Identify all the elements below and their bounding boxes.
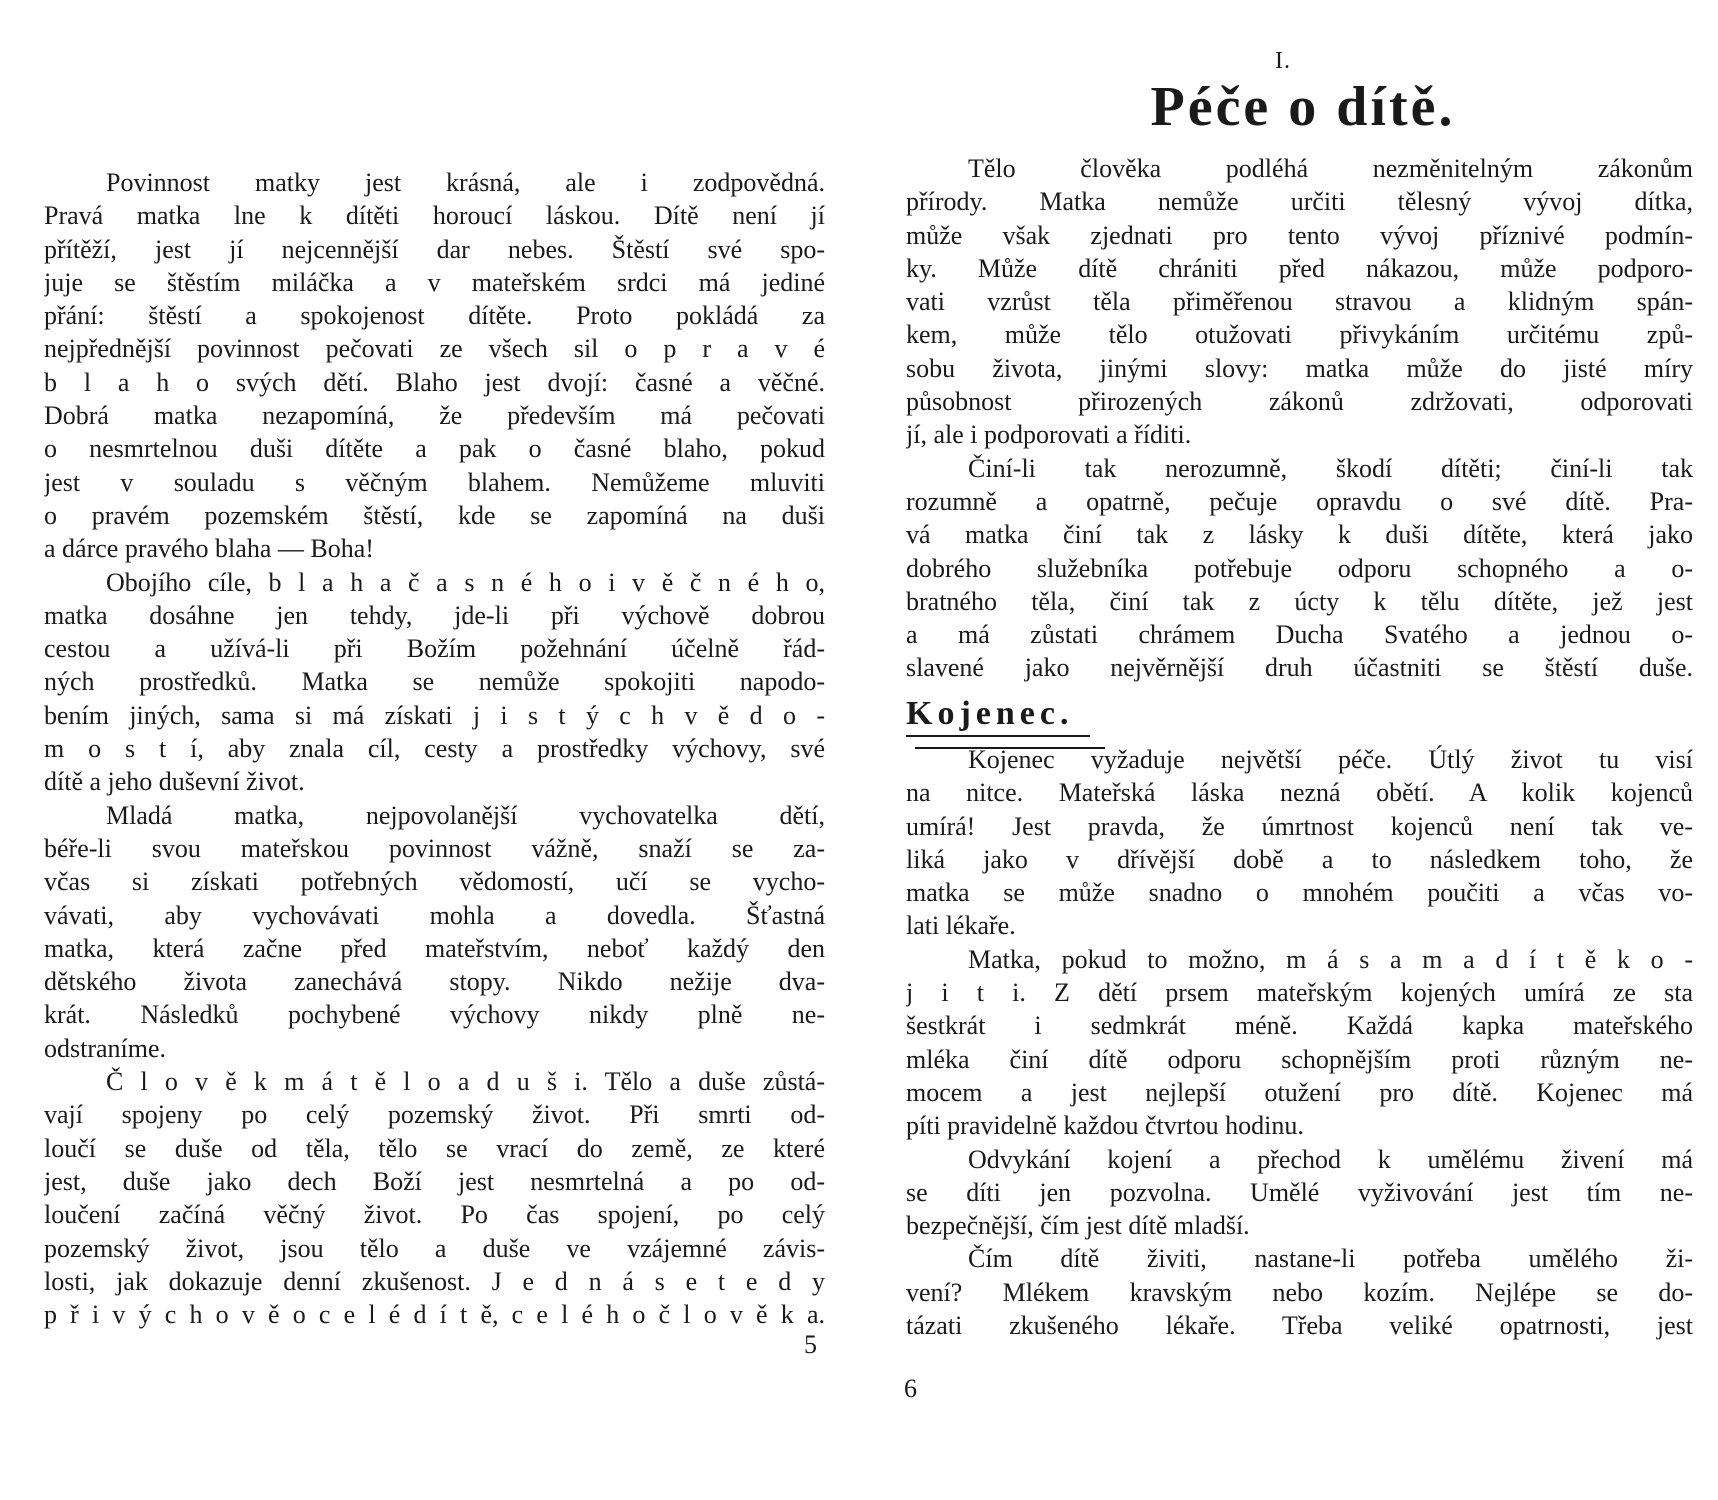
text-line: přání: štěstí a spokojenost dítěte. Proto pokládá za	[44, 301, 825, 331]
text-line: tázati zkušeného lékaře. Třeba veliké opatrnosti, jest	[906, 1311, 1693, 1341]
text-line: Čím dítě živiti, nastane-li potřeba umělého ži-	[968, 1244, 1693, 1274]
text-line: m o s t í, aby znala cíl, cesty a prostředky výchovy, své	[44, 734, 825, 764]
text-line: bezpečnější, čím jest dítě mladší.	[906, 1211, 1250, 1241]
chapter-number: I.	[1275, 48, 1291, 74]
section-heading: Kojenec.	[906, 695, 1074, 732]
right-page	[859, 0, 1718, 1500]
text-line: Odvykání kojení a přechod k umělému živení má	[968, 1144, 1693, 1174]
text-line: cestou a užívá-li při Božím požehnání účelně řád-	[44, 634, 825, 664]
text-line: béře-li svou mateřskou povinnost vážně, snaží se za-	[44, 833, 825, 863]
text-line: loučení začíná věčný život. Po čas spojení, po celý	[44, 1200, 825, 1230]
text-line: Č l o v ě k m á t ě l o a d u š i. Tělo a duše zůstá-	[106, 1067, 825, 1097]
text-line: jí, ale i podporovati a říditi.	[906, 420, 1192, 450]
section-text	[906, 743, 1693, 1342]
page-number: 5	[804, 1330, 817, 1359]
text-line: vají spojeny po celý pozemský život. Při smrti od-	[44, 1100, 825, 1130]
text-line: včas si získati potřebných vědomostí, učí se vycho-	[44, 867, 825, 897]
text-line: loučí se duše od těla, tělo se vrací do země, ze které	[44, 1133, 825, 1163]
text-line: a dárce pravého blaha — Boha!	[44, 534, 374, 564]
text-line: slavené jako nejvěrnější druh účastniti se štěstí duše.	[906, 653, 1693, 683]
text-line: Tělo člověka podléhá nezměnitelným zákonům	[968, 154, 1693, 183]
text-line: jest, duše jako dech Boží jest nesmrtelná a po od-	[44, 1166, 825, 1196]
text-line: může však zjednati pro tento vývoj příznivé podmín-	[906, 220, 1693, 250]
text-line: liká jako v dřívější době a to následkem toho, že	[906, 844, 1693, 874]
text-line: šestkrát i sedmkrát méně. Každá kapka mateřského	[906, 1011, 1693, 1041]
text-line: rozumně a opatrně, pečuje opravdu o své dítě. Pra-	[906, 486, 1693, 516]
text-line: bením jiných, sama si má získati j i s t ý c h v ě d o -	[44, 700, 825, 730]
text-line: Kojenec vyžaduje největší péče. Útlý život tu visí	[968, 745, 1693, 774]
text-line: p ř i v ý c h o v ě o c e l é d í t ě, c e l é h o č l o v ě k a.	[44, 1300, 825, 1330]
text-line: juje se štěstím miláčka a v mateřském srdci má jediné	[44, 267, 825, 297]
text-line: ných prostředků. Matka se nemůže spokojiti napodo-	[44, 667, 825, 697]
text-line: j i t i. Z dětí prsem mateřským kojených umírá ze sta	[906, 978, 1693, 1008]
text-line: dětského života zanechává stopy. Nikdo nežije dva-	[44, 967, 825, 997]
section-underline	[906, 735, 1090, 737]
text-line: pozemský život, jsou tělo a duše ve vzájemné závis-	[44, 1233, 825, 1263]
text-line: Povinnost matky jest krásná, ale i zodpovědná.	[106, 168, 825, 197]
text-line: dítě a jeho duševní život.	[44, 767, 305, 797]
text-line: lati lékaře.	[906, 911, 1016, 941]
text-line: vení? Mlékem kravským nebo kozím. Nejlépe se do-	[906, 1277, 1693, 1307]
text-line: nejpřednější povinnost pečovati ze všech sil o p r a v é	[44, 334, 825, 364]
text-line: krát. Následků pochybené výchovy nikdy plně ne-	[44, 1000, 825, 1030]
text-line: matka, která začne před mateřstvím, neboť každý den	[44, 933, 825, 963]
text-line: mléka činí dítě odporu schopnějším proti různým ne-	[906, 1044, 1693, 1074]
text-line: vá matka činí tak z lásky k duši dítěte, která jako	[906, 520, 1693, 550]
text-line: kem, může tělo otužovati přivykáním určitému způ-	[906, 320, 1693, 350]
text-line: umírá! Jest pravda, že úmrtnost kojenců není tak ve-	[906, 811, 1693, 841]
text-line: o pravém pozemském štěstí, kde se zapomíná na duši	[44, 500, 825, 530]
text-line: matka se může snadno o mnohém poučiti a včas vo-	[906, 878, 1693, 908]
text-line: přírody. Matka nemůže určiti tělesný vývoj dítka,	[906, 187, 1693, 217]
text-line: Obojího cíle, b l a h a č a s n é h o i v ě č n é h o,	[106, 567, 825, 597]
text-line: odstraníme.	[44, 1033, 167, 1063]
left-page-text	[44, 166, 825, 1331]
chapter-title: Péče o dítě.	[1150, 76, 1456, 138]
text-line: působnost přirozených zákonů zdržovati, odporovati	[906, 387, 1693, 417]
text-line: se díti jen pozvolna. Umělé vyživování jest tím ne-	[906, 1177, 1693, 1207]
text-line: o nesmrtelnou duši dítěte a pak o časné blaho, pokud	[44, 434, 825, 464]
text-line: matka dosáhne jen tehdy, jde-li při výchově dobrou	[44, 600, 825, 630]
text-line: Mladá matka, nejpovolanější vychovatelka dětí,	[106, 800, 825, 830]
text-line: b l a h o svých dětí. Blaho jest dvojí: časné a věčné.	[44, 367, 825, 397]
text-line: Pravá matka lne k dítěti horoucí láskou. Dítě není jí	[44, 201, 825, 231]
page-number: 6	[904, 1374, 917, 1403]
text-line: bratného těla, činí tak z úcty k tělu dítěte, jež jest	[906, 586, 1693, 616]
text-line: ky. Může dítě chrániti před nákazou, může podporo-	[906, 253, 1693, 283]
text-line: a má zůstati chrámem Ducha Svatého a jednou o-	[906, 620, 1693, 650]
text-line: sobu života, jinými slovy: matka může do jisté míry	[906, 353, 1693, 383]
text-line: mocem a jest nejlepší otužení pro dítě. Kojenec má	[906, 1077, 1693, 1107]
text-line: losti, jak dokazuje denní zkušenost. J e d n á s e t e d y	[44, 1266, 825, 1296]
text-line: Činí-li tak nerozumně, škodí dítěti; činí-li tak	[968, 453, 1693, 483]
text-line: Dobrá matka nezapomíná, že především má pečovati	[44, 401, 825, 431]
text-line: píti pravidelně každou čtvrtou hodinu.	[906, 1111, 1304, 1141]
text-line: jest v souladu s věčným blahem. Nemůžeme mluviti	[44, 467, 825, 497]
text-line: vati vzrůst těla přiměřenou stravou a klidným spán-	[906, 287, 1693, 317]
text-line: dobrého služebníka potřebuje odporu schopného a o-	[906, 553, 1693, 583]
text-line: na nitce. Mateřská láska nezná obětí. A kolik kojenců	[906, 778, 1693, 808]
text-line: přítěží, jest jí nejcennější dar nebes. Štěstí své spo-	[44, 234, 825, 264]
intro-text	[906, 152, 1693, 685]
text-line: vávati, aby vychovávati mohla a dovedla. Šťastná	[44, 900, 825, 930]
text-line: Matka, pokud to možno, m á s a m a d í t ě k o -	[968, 944, 1693, 974]
